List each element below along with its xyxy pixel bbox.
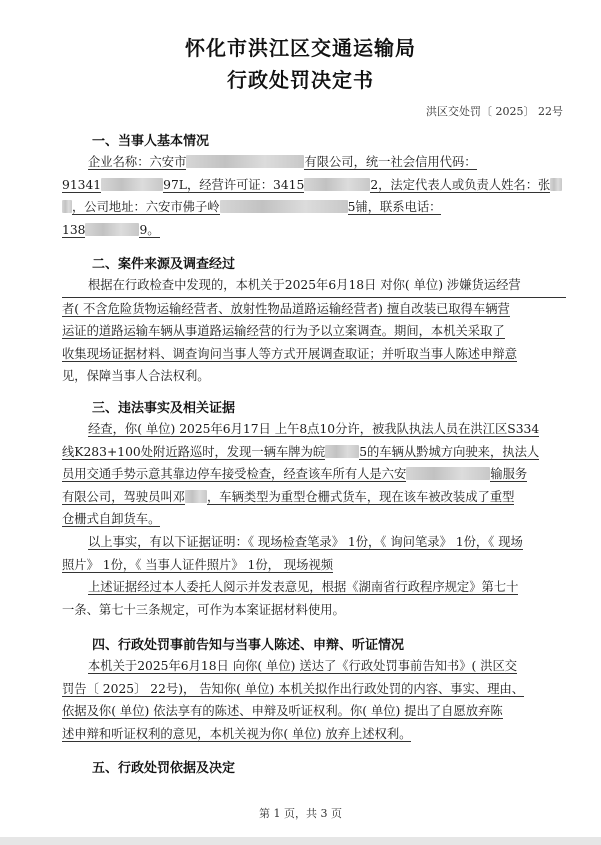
section-1-line-4: [62, 219, 566, 242]
redacted-block: [85, 223, 139, 236]
section-4-line-4: [62, 723, 566, 746]
section-4-line-3: [62, 700, 566, 723]
document-number: 洪区交处罚〔 2025〕 22号: [426, 105, 563, 118]
page-bottom-edge: [0, 837, 601, 845]
section-4-line-1: [62, 655, 566, 678]
section-3-line-5-text: 仓栅式自卸货车。: [62, 512, 161, 527]
section-4-body: [62, 655, 566, 745]
section-3-line-2-a: 线K283+100处附近路巡时，发现一辆车牌为皖: [62, 444, 326, 459]
section-3-line-2: [62, 441, 566, 464]
section-2-line-4: [62, 343, 566, 366]
section-3-line-4-a: 有限公司，驾驶员叫邓: [62, 489, 185, 504]
section-3-line-8: [62, 576, 566, 599]
section-1-line-3-a: ，公司地址：六安市佛子岭: [72, 200, 220, 215]
section-3-line-3-b: 输服务: [490, 467, 528, 482]
section-1-line-2-b: 97L，经营许可证：3415: [163, 177, 305, 192]
section-2-line-2: [62, 298, 566, 321]
section-2-heading: 二、案件来源及调查经过: [92, 257, 236, 272]
section-3-line-7-text: 照片》 1份，《 当事人证件照片》 1份， 现场视频: [62, 557, 334, 572]
issuer-title: 怀化市洪江区交通运输局: [185, 36, 416, 60]
redacted-block: [101, 178, 163, 191]
section-2-line-3-text: 运证的道路运输车辆从事道路运输经营的行为予以立案调查。期间，本机关采取了: [62, 324, 505, 339]
redacted-block: [304, 178, 370, 191]
section-2-line-4-text: 收集现场证据材料、调查询问当事人等方式开展调查取证；并听取当事人陈述申辩意: [62, 346, 517, 361]
section-4-line-4-text: 述申辩和听证权利的意见，本机关视为你( 单位) 放弃上述权利。: [62, 726, 412, 741]
section-4-line-3-text: 依据及你( 单位) 依法享有的陈述、申辩及听证权利。你( 单位) 提出了自愿放弃陈: [62, 704, 503, 719]
section-1-line-2-c: 2，法定代表人或负责人姓名：张: [370, 177, 551, 192]
section-3-line-3: [62, 463, 566, 486]
redacted-block: [186, 155, 304, 168]
section-3-line-1: [62, 418, 566, 441]
section-3-heading: 三、违法事实及相关证据: [92, 401, 236, 416]
redacted-block: [550, 178, 562, 191]
section-3-line-6-text: 以上事实，有以下证据证明：《 现场检查笔录》 1份，《 询问笔录》 1份，《 现场: [88, 534, 523, 549]
section-5-heading: 五、行政处罚依据及决定: [92, 761, 236, 776]
section-2-line-2-text: 者( 不含危险货物运输经营者、放射性物品道路运输经营者) 擅自改装已取得车辆营: [62, 301, 510, 316]
section-4-heading: 四、行政处罚事前告知与当事人陈述、申辩、听证情况: [92, 638, 405, 653]
redacted-block: [406, 467, 490, 480]
section-1-line-2: [62, 174, 566, 197]
section-3-line-2-b: 5的车辆从黔城方向驶来，执法人: [359, 444, 540, 459]
section-3-body: [62, 418, 566, 621]
section-1-line-3-b: 5铺，联系电话：: [347, 200, 442, 215]
section-1-line-1-text: 企业名称：六安市: [88, 155, 187, 169]
page-footer: 第 1 页，共 3 页: [259, 807, 342, 820]
section-3-line-4-b: ，车辆类型为重型仓栅式货车，现在该车被改装成了重型: [206, 489, 515, 504]
redacted-block: [185, 490, 207, 503]
section-4-line-1-text: 本机关于2025年6月18日 向你( 单位) 送达了《行政处罚事前告知书》( 洪区交: [88, 659, 518, 673]
section-2-line-1: 根据在行政检查中发现的，本机关于2025年6月18日 对你( 单位) 涉嫌货运经营: [62, 274, 566, 298]
section-1-line-4-a: 138: [62, 222, 86, 237]
section-1-line-2-a: 91341: [62, 177, 102, 192]
section-1-line-1: [62, 151, 566, 174]
section-4-line-2-text: 罚告〔 2025〕 22号)， 告知你( 单位) 本机关拟作出行政处罚的内容、事实、理由、: [62, 681, 525, 696]
section-1-heading: 一、当事人基本情况: [92, 134, 210, 149]
section-2-body: [62, 274, 566, 388]
redacted-block: [62, 200, 72, 213]
section-4-line-2: [62, 678, 566, 701]
section-3-line-1-text: 经查，你( 单位) 2025年6月17日 上午8点10分许，被我队执法人员在洪江区S334: [88, 422, 540, 436]
section-1-line-4-b: 9。: [139, 222, 160, 237]
redacted-block: [220, 200, 348, 213]
section-3-line-3-a: 员用交通手势示意其靠边停车接受检查，经查该车所有人是六安: [62, 467, 407, 482]
section-2-line-5: 见，保障当事人合法权利。: [62, 369, 210, 384]
section-1-line-1-text-b: 有限公司，统一社会信用代码：: [304, 155, 477, 169]
section-1-line-3: [62, 196, 566, 219]
section-3-line-5: [62, 508, 566, 531]
section-2-line-3: [62, 320, 566, 343]
document-title: 行政处罚决定书: [227, 68, 374, 92]
redacted-block: [325, 445, 359, 458]
section-3-line-7: [62, 554, 566, 577]
section-1-body: [62, 151, 566, 241]
section-3-line-6: [62, 531, 566, 554]
section-3-line-9: 一条、第七十三条规定，可作为本案证据材料使用。: [62, 602, 345, 617]
section-3-line-8-text: 上述证据经过本人委托人阅示并发表意见，根据《湖南省行政程序规定》第七十: [88, 580, 519, 595]
section-3-line-4: [62, 486, 566, 509]
